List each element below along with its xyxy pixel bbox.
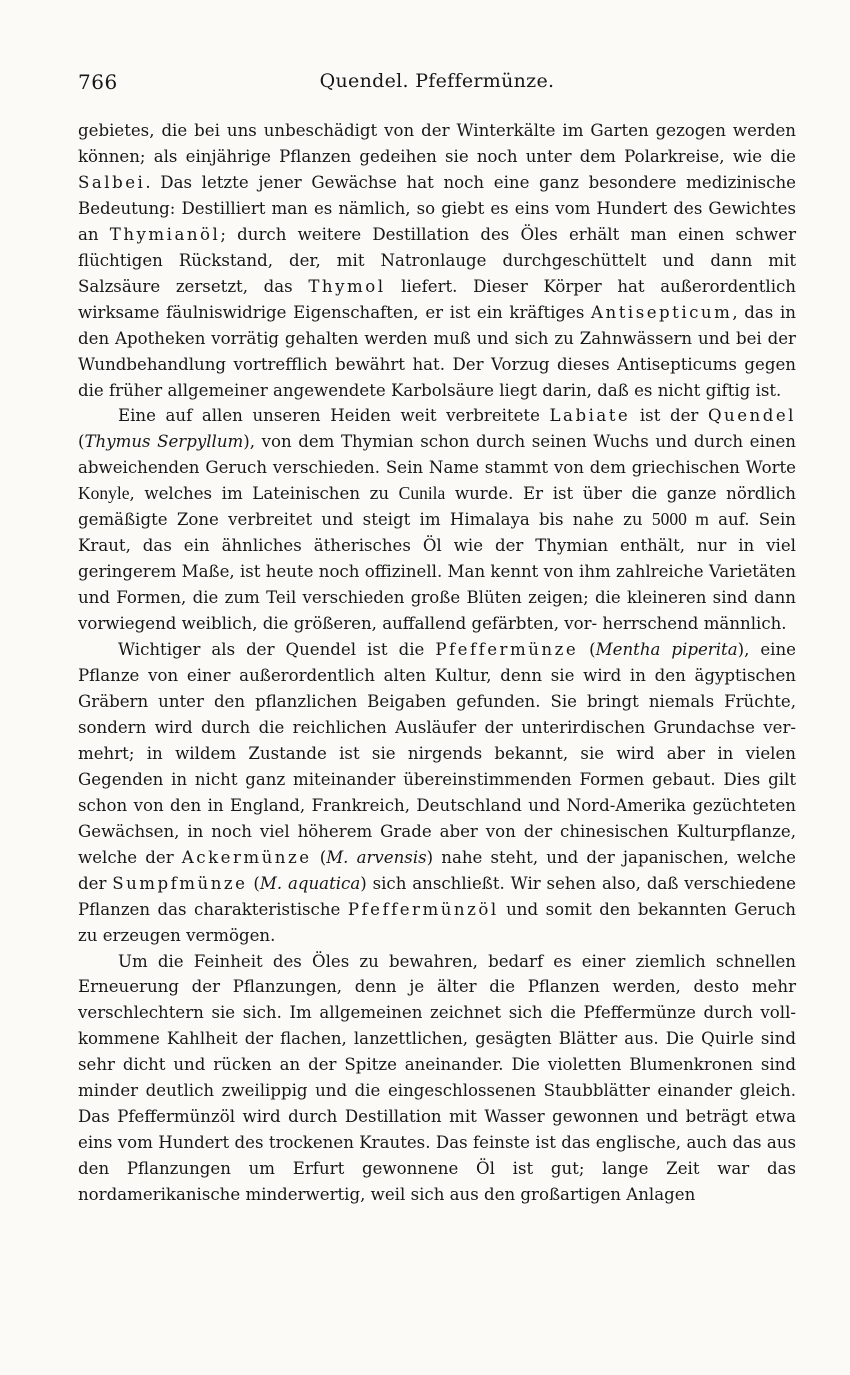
text-run: . Das letzte jener Gewächse hat noch eine ganz besondere medizinische Bedeutung: Destilliert man es nämlich, so giebt es eins vom Hundert des Gewichtes an [78,172,796,244]
spaced-text: Thymianöl [109,224,221,244]
page-number: 766 [78,70,118,94]
spaced-text: Pfeffermünze [435,640,579,660]
text-run: ), eine Pflanze von einer außerordentlich alten Kultur, denn sie wird in den ägyptischen Gräbern unter den pflanzlichen Beigaben gefunden. Sie bringt niemals Früchte, sondern wird durch die reichlichen Ausläufer der unterirdischen Grundachse ver- mehrt; in wildem Zustande ist sie nirgends bekannt, sie wird aber in vielen Gegenden in nicht ganz miteinander übereinstimmenden Formen gebaut. Dies gilt schon von den in England, Frankreich, Deutschland und Nord-Amerika gezüchteten Gewächsen, in noch viel höherem Grade aber von der chinesischen Kulturpflanze, welche der [78,640,796,867]
antiqua-text: Konyle [78,483,130,504]
spaced-text: Salbei [78,172,146,192]
text-run: Eine auf allen unseren Heiden weit verbreitete [118,406,550,426]
text-run: gebietes, die bei uns unbeschädigt von der Winterkälte im Garten gezogen werden können; als einjährige Pflanzen gedeihen sie noch unter dem Polarkreise, wie die [78,121,796,166]
paragraph [78,637,796,948]
body-text [78,118,796,1208]
latin-text: M. aquatica [259,873,361,893]
paragraph [78,118,796,403]
text-run: ( [247,873,260,893]
text-run: auf. Sein Kraut, das ein ähnliches ätherisches Öl wie der Thymian enthält, nur in viel geringerem Maße, ist heute noch offizinell. Man kennt von ihm zahlreiche Varietäten und Formen, die zum Teil verschieden große Blüten zeigen; die kleineren sind dann vorwiegend weiblich, die größeren, auffallend gefärbten, vor- herrschend männlich. [78,510,796,634]
text-run: und somit den bekannten Geruch zu erzeugen vermögen. [78,899,796,945]
spaced-text: Pfeffermünzöl [347,899,499,919]
antiqua-text: 5000 m [651,509,709,530]
spaced-text: Labiate [549,406,631,426]
spaced-text: Ackermünze [181,847,312,867]
text-run: ( [311,847,327,867]
spaced-text: Thymol [308,276,386,296]
page-header [78,70,796,100]
text-run: ( [578,640,596,660]
latin-text: Mentha piperita [595,640,738,660]
text-run: , welches im Lateinischen zu [129,484,399,504]
running-title: Quendel. Pfeffermünze. [319,70,555,92]
paragraph [78,949,796,1209]
text-run: ist der [630,406,708,426]
text-run: liefert. Dieser Körper hat außerordentlich wirksame fäulniswidrige Eigenschaften, er ist ein kräftiges [78,276,796,322]
text-run: ( [78,432,85,452]
spaced-text: Antisepticum [591,302,733,322]
spaced-text: Quendel [707,406,796,426]
text-run: ) sich anschließt. Wir sehen also, daß verschiedene Pflanzen das charakteristische [78,873,796,919]
text-run: ) nahe steht, und der japanischen, welche der [78,847,797,893]
antiqua-text: Cunila [398,483,446,504]
text-run: ), von dem Thymian schon durch seinen Wuchs und durch einen abweichenden Geruch verschieden. Sein Name stammt von dem griechischen Worte [78,432,796,478]
paragraph [78,403,796,637]
latin-text: M. arvensis [326,847,427,867]
latin-text: Thymus Serpyllum [84,432,244,452]
text-run: wurde. Er ist über die ganze nördlich gemäßigte Zone verbreitet und steigt im Himalaya bis nahe zu [78,484,796,530]
spaced-text: Sumpfmünze [112,873,248,893]
text-run: Um die Feinheit des Öles zu bewahren, bedarf es einer ziemlich schnellen Erneuerung der Pflanzungen, denn je älter die Pflanzen werden, desto mehr verschlechtern sie sich. Im allgemeinen zeichnet sich die Pfeffermünze durch voll- kommene Kahlheit der flachen, lanzettlichen, gesägten Blätter aus. Die Quirle sind sehr dicht und rücken an der Spitze aneinander. Die violetten Blumenkronen sind minder deutlich zweilippig und die eingeschlossenen Staubblätter einander gleich. Das Pfeffermünzöl wird durch Destillation mit Wasser gewonnen und beträgt etwa eins vom Hundert des trockenen Krautes. Das feinste ist das englische, auch das aus den Pflanzungen um Erfurt gewonnene Öl ist gut; lange Zeit war das nordamerikanische minderwertig, weil sich aus den großartigen Anlagen [78,951,796,1205]
text-run: Wichtiger als der Quendel ist die [118,640,436,660]
text-run: ; durch weitere Destillation des Öles erhält man einen schwer flüchtigen Rückstand, der, mit Natronlauge durchgeschüttelt und dann mit Salzsäure zersetzt, das [78,224,797,296]
text-run: , das in den Apotheken vorrätig gehalten werden muß und sich zu Zahnwässern und bei der Wundbehandlung vortrefflich bewährt hat. Der Vorzug dieses Antisepticums gegen die früher allgemeiner angewendete Karbolsäure liegt darin, daß es nicht giftig ist. [78,302,796,400]
